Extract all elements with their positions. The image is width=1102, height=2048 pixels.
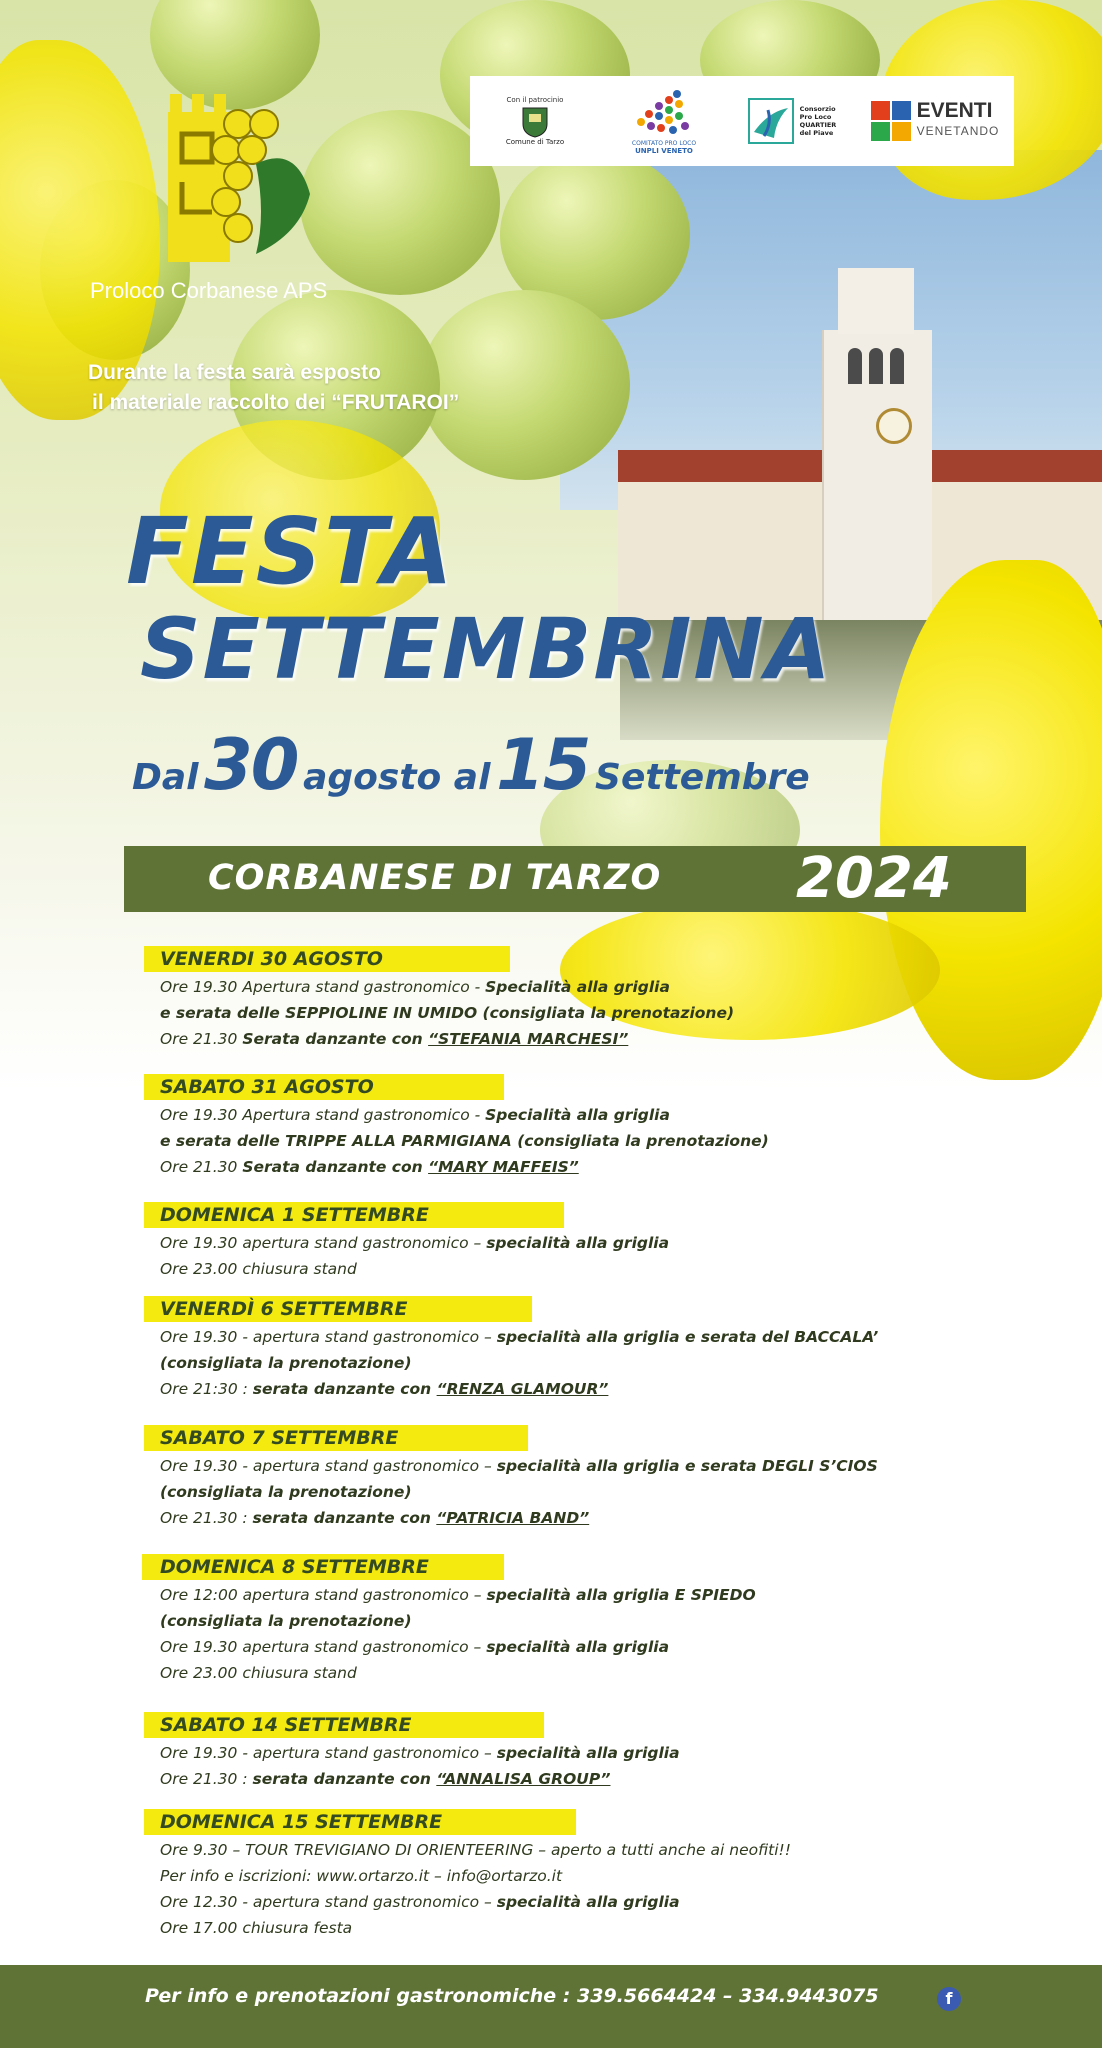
schedule-line xyxy=(160,1867,562,1885)
performer-name: “STEFANIA MARCHESI” xyxy=(428,1030,629,1048)
sponsor-comune xyxy=(470,76,600,166)
consorzio-label-1: Consorzio xyxy=(799,105,836,113)
proloco-logo xyxy=(168,94,310,266)
line-text: Ore 12:00 apertura stand gastronomico – xyxy=(160,1586,487,1604)
line-text: Ore 9.30 – TOUR TREVIGIANO DI ORIENTEERING – aperto a tutti anche ai neofiti!! xyxy=(160,1841,791,1859)
line-text: Ore 19.30 - apertura stand gastronomico – xyxy=(160,1744,497,1762)
line-highlight: specialità alla griglia E SPIEDO xyxy=(486,1586,756,1604)
line-highlight: specialità alla griglia xyxy=(486,1638,670,1656)
line-highlight: specialità alla griglia e serata del BACCALA’ xyxy=(496,1328,879,1346)
event-year: 2024 xyxy=(796,846,952,911)
schedule-line xyxy=(160,1106,670,1124)
line-highlight: Serata danzante con xyxy=(242,1030,429,1048)
schedule-line xyxy=(160,1260,357,1278)
schedule-line xyxy=(160,1893,680,1911)
schedule-line xyxy=(160,1638,669,1656)
line-text: Ore 23.00 chiusura stand xyxy=(160,1260,357,1278)
patrocinio-label: Con il patrocinio xyxy=(506,96,564,104)
eventi-grid-icon xyxy=(871,101,911,141)
organizer-name: Proloco Corbanese APS xyxy=(90,278,328,303)
schedule-line xyxy=(160,1919,352,1937)
sponsor-unpli xyxy=(600,76,728,166)
line-text: Ore 12.30 - apertura stand gastronomico – xyxy=(160,1893,497,1911)
facebook-icon[interactable]: f xyxy=(937,1987,961,2011)
schedule-line xyxy=(160,1132,769,1150)
line-highlight: (consigliata la prenotazione) xyxy=(160,1612,412,1630)
line-text: Ore 19.30 - apertura stand gastronomico – xyxy=(160,1328,497,1346)
comune-label: Comune di Tarzo xyxy=(505,138,565,146)
schedule-line xyxy=(160,1234,669,1252)
exhibit-note xyxy=(88,358,459,418)
line-text: Ore 19.30 Apertura stand gastronomico - xyxy=(160,1106,486,1124)
sponsor-consorzio xyxy=(728,76,856,166)
performer-name: “MARY MAFFEIS” xyxy=(428,1158,579,1176)
schedule-line xyxy=(160,978,670,996)
schedule-line xyxy=(160,1483,412,1501)
unpli-label-1: COMITATO PRO LOCO xyxy=(631,139,697,147)
schedule-line xyxy=(160,1841,791,1859)
line-highlight: specialità alla griglia xyxy=(486,1234,670,1252)
note-line-1: Durante la festa sarà esposto xyxy=(88,361,381,384)
line-highlight: serata danzante con xyxy=(252,1509,437,1527)
line-text: Ore 23.00 chiusura stand xyxy=(160,1664,357,1682)
line-highlight: (consigliata la prenotazione) xyxy=(160,1354,412,1372)
title-line-2: SETTEMBRINA xyxy=(140,600,833,698)
schedule-line xyxy=(160,1744,680,1762)
eventi-text xyxy=(917,101,1000,141)
bell-tower-top xyxy=(838,268,914,334)
contact-info: Per info e prenotazioni gastronomiche : 339.5664424 – 334.9443075 xyxy=(145,1985,879,2007)
dates-end-month: Settembre xyxy=(595,757,810,798)
schedule-line xyxy=(160,1770,610,1788)
line-text: Ore 21.30 xyxy=(160,1030,243,1048)
location-name: CORBANESE DI TARZO xyxy=(208,858,662,898)
line-highlight: specialità alla griglia xyxy=(496,1744,680,1762)
performer-name: “ANNALISA GROUP” xyxy=(436,1770,611,1788)
day-header: VENERDÌ 6 SETTEMBRE xyxy=(160,1298,408,1320)
eventi-label-1: EVENTI xyxy=(916,99,993,122)
line-highlight: e serata delle TRIPPE ALLA PARMIGIANA (consigliata la prenotazione) xyxy=(160,1132,769,1150)
consorzio-label-4: del Piave xyxy=(799,129,834,137)
line-text: Per info e iscrizioni: www.ortarzo.it – info@ortarzo.it xyxy=(160,1867,563,1885)
sponsor-logos xyxy=(470,76,1014,166)
line-text: Ore 19.30 apertura stand gastronomico – xyxy=(160,1234,487,1252)
line-highlight: specialità alla griglia xyxy=(496,1893,680,1911)
line-text: Ore 21.30 : xyxy=(160,1770,253,1788)
consorzio-logo-icon xyxy=(748,98,794,144)
coat-of-arms-icon xyxy=(520,104,550,138)
line-text: Ore 19.30 Apertura stand gastronomico - xyxy=(160,978,486,996)
line-highlight: Specialità alla griglia xyxy=(485,978,670,996)
schedule-line xyxy=(160,1612,412,1630)
schedule-line xyxy=(160,1457,878,1475)
day-header: SABATO 31 AGOSTO xyxy=(160,1076,374,1098)
day-header: DOMENICA 15 SETTEMBRE xyxy=(160,1811,443,1833)
day-header: VENERDI 30 AGOSTO xyxy=(160,948,383,970)
line-text: Ore 21:30 : xyxy=(160,1380,253,1398)
consorzio-label-2: Pro Loco xyxy=(799,113,832,121)
dates-start-day: 30 xyxy=(204,724,298,806)
dates-dal: Dal xyxy=(132,757,199,798)
unpli-dots-icon xyxy=(633,88,695,140)
schedule-line xyxy=(160,1509,589,1527)
line-highlight: serata danzante con xyxy=(252,1770,437,1788)
line-highlight: serata danzante con xyxy=(252,1380,437,1398)
consorzio-label-3: QUARTIER xyxy=(799,121,837,129)
dates-start-month: agosto al xyxy=(303,757,491,798)
schedule-line xyxy=(160,1380,608,1398)
schedule-line xyxy=(160,1158,579,1176)
schedule-line xyxy=(160,1586,756,1604)
eventi-label-2: VENETANDO xyxy=(916,124,1000,138)
performer-name: “PATRICIA BAND” xyxy=(436,1509,590,1527)
tower-window xyxy=(848,348,862,384)
line-highlight: Specialità alla griglia xyxy=(485,1106,670,1124)
line-text: Ore 19.30 - apertura stand gastronomico – xyxy=(160,1457,497,1475)
tower-window xyxy=(890,348,904,384)
day-header: DOMENICA 8 SETTEMBRE xyxy=(160,1556,429,1578)
note-line-2: il materiale raccolto dei “FRUTAROI” xyxy=(92,391,460,414)
schedule-line xyxy=(160,1664,357,1682)
tower-window xyxy=(869,348,883,384)
line-highlight: specialità alla griglia e serata DEGLI S’CIOS xyxy=(496,1457,878,1475)
schedule-line xyxy=(160,1354,412,1372)
unpli-label-2: UNPLI VENETO xyxy=(635,146,693,155)
line-highlight: Serata danzante con xyxy=(242,1158,429,1176)
line-text: Ore 21.30 : xyxy=(160,1509,253,1527)
event-dates xyxy=(132,724,810,806)
performer-name: “RENZA GLAMOUR” xyxy=(436,1380,609,1398)
title-line-1: FESTA xyxy=(126,498,455,605)
schedule-line xyxy=(160,1004,734,1022)
schedule-line xyxy=(160,1030,628,1048)
line-text: Ore 21.30 xyxy=(160,1158,243,1176)
clock-icon xyxy=(876,408,912,444)
day-header: SABATO 7 SETTEMBRE xyxy=(160,1427,399,1449)
schedule-line xyxy=(160,1328,878,1346)
sponsor-eventi-venetando xyxy=(856,76,1014,166)
line-text: Ore 19.30 apertura stand gastronomico – xyxy=(160,1638,487,1656)
day-header: SABATO 14 SETTEMBRE xyxy=(160,1714,412,1736)
dates-end-day: 15 xyxy=(496,724,590,806)
consorzio-text xyxy=(800,105,837,137)
line-text: Ore 17.00 chiusura festa xyxy=(160,1919,353,1937)
line-highlight: (consigliata la prenotazione) xyxy=(160,1483,412,1501)
line-highlight: e serata delle SEPPIOLINE IN UMIDO (consigliata la prenotazione) xyxy=(160,1004,735,1022)
day-header: DOMENICA 1 SETTEMBRE xyxy=(160,1204,429,1226)
